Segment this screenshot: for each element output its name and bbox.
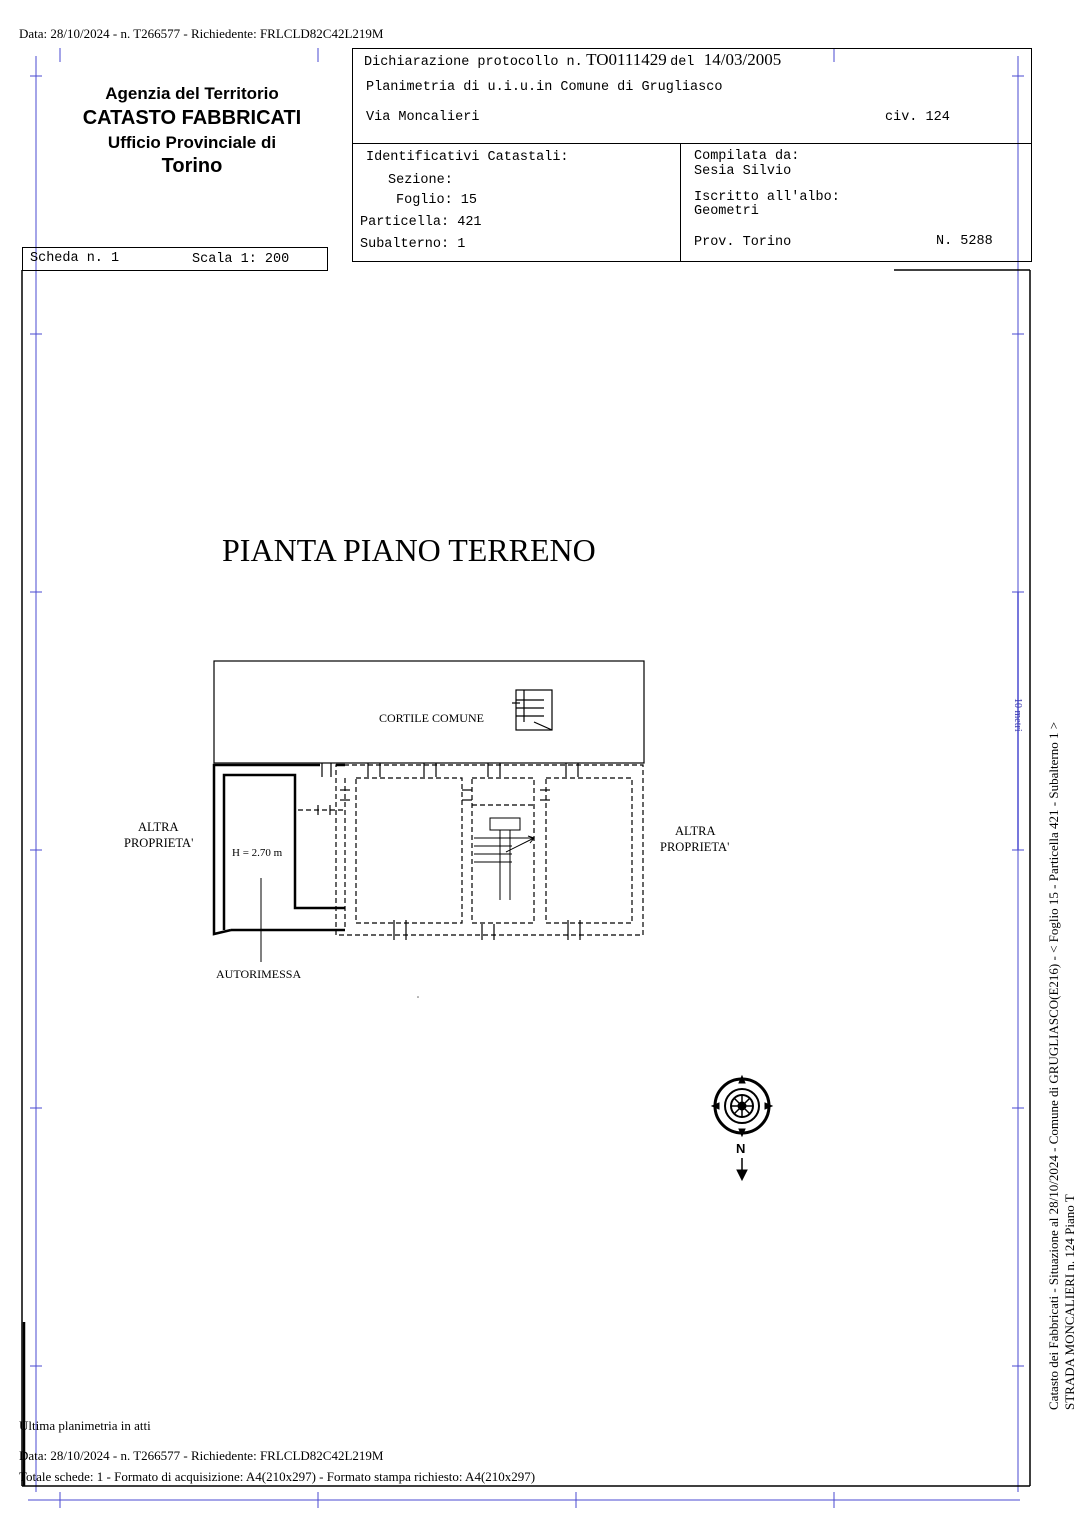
height-label: H = 2.70 m (232, 847, 283, 859)
footer-data-line: Data: 28/10/2024 - n. T266577 - Richiedente: FRLCLD82C42L219M (19, 1448, 384, 1463)
compilata-name: Sesia Silvio (694, 164, 792, 179)
plan-title: PIANTA PIANO TERRENO (222, 532, 596, 568)
dichiarazione-label: Dichiarazione protocollo n. (364, 55, 583, 70)
altra-left-1: ALTRA (138, 820, 179, 834)
courtyard-stair (512, 690, 552, 730)
side-info-line1: Catasto dei Fabbricati - Situazione al 28/10/2024 - Comune di GRUGLIASCO(E216) - < Foglio 15 - Particella 421 - Subalterno 1 > (1046, 721, 1061, 1410)
del-label: del (670, 55, 695, 70)
cortile-label: CORTILE COMUNE (379, 711, 484, 725)
altra-left-2: PROPRIETA' (124, 836, 194, 850)
agency-office: Ufficio Provinciale di (107, 133, 277, 152)
particella-field: Particella: 421 (360, 215, 482, 230)
albo-number: N. 5288 (936, 234, 993, 249)
planimetria-line: Planimetria di u.i.u.in Comune di Grugliasco (366, 80, 723, 95)
north-arrow-icon (712, 1076, 772, 1180)
prov-value: Prov. Torino (694, 235, 792, 250)
footer-totale-line: Totale schede: 1 - Formato di acquisizione: A4(210x297) - Formato stampa richiesto: A4(210x297) (19, 1469, 536, 1484)
scheda-number: Scheda n. 1 (30, 251, 120, 266)
ultima-planimetria: Ultima planimetria in atti (19, 1418, 151, 1433)
north-label: N (736, 1141, 746, 1156)
via-line: Via Moncalieri (366, 110, 480, 125)
iscritto-label: Iscritto all'albo: (694, 190, 840, 205)
autorimessa-label: AUTORIMESSA (216, 967, 302, 981)
top-request-line: Data: 28/10/2024 - n. T266577 - Richiedente: FRLCLD82C42L219M (19, 26, 384, 41)
foglio-field: Foglio: 15 (396, 193, 478, 208)
albo-value: Geometri (694, 204, 759, 219)
altra-right-2: PROPRIETA' (660, 840, 730, 854)
scale-bar-label: 10 metri (1012, 698, 1023, 732)
compilata-title: Compilata da: (694, 149, 800, 164)
identificativi-title: Identificativi Catastali: (366, 150, 569, 165)
protocollo-number: TO0111429 (586, 50, 667, 69)
interior-stair (474, 818, 534, 900)
civ-line: civ. 124 (885, 110, 950, 125)
door-marks (318, 763, 580, 940)
altra-right-1: ALTRA (675, 824, 716, 838)
sezione-field: Sezione: (388, 173, 453, 188)
agency-city: Torino (161, 155, 223, 177)
agency-name: Agenzia del Territorio (105, 84, 279, 103)
subalterno-field: Subalterno: 1 (360, 237, 466, 252)
scala-value: Scala 1: 200 (192, 252, 290, 267)
side-info-line2: STRADA MONCALIERI n. 124 Piano T (1062, 1194, 1077, 1410)
agency-catasto: CATASTO FABBRICATI (82, 107, 302, 129)
protocollo-date: 14/03/2005 (703, 50, 782, 69)
